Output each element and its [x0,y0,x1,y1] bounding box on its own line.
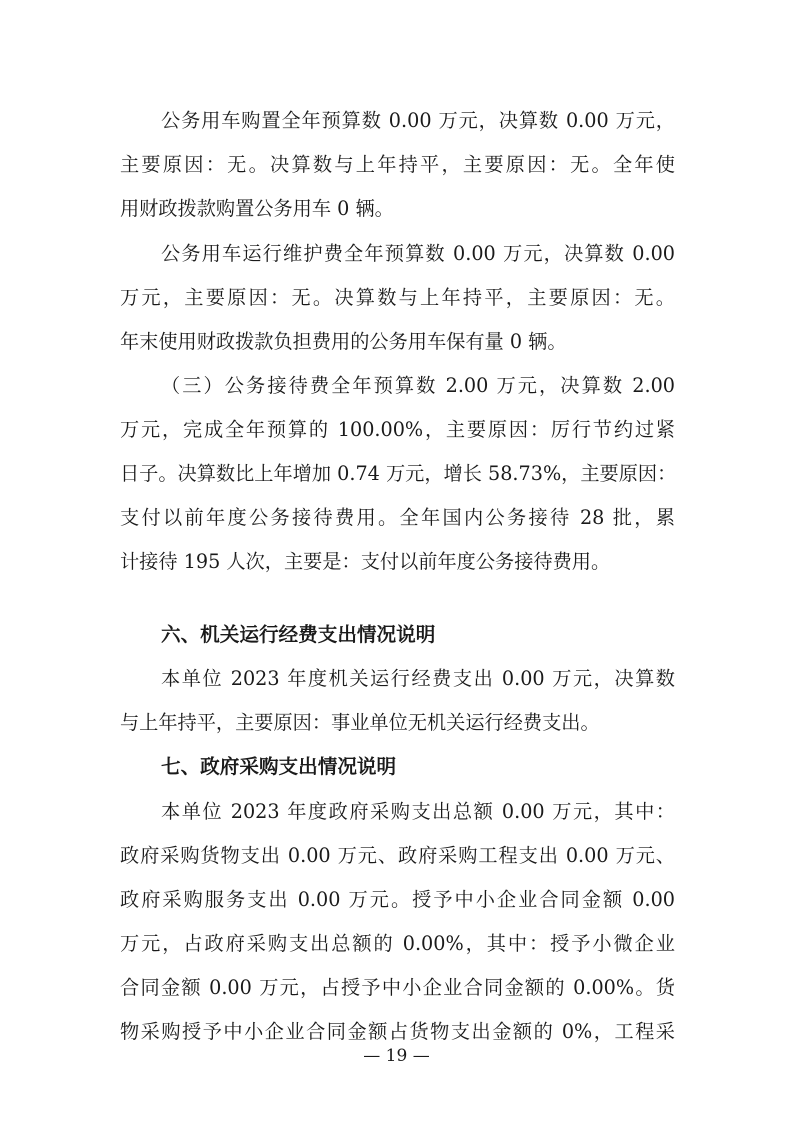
text-line: 本单位 2023 年度政府采购支出总额 0.00 万元，其中： [161,800,675,823]
text-line: 合同金额 0.00 万元，占授予中小企业合同金额的 0.00%。货 [120,976,675,999]
text-line: 年末使用财政拨款负担费用的公务用车保有量 0 辆。 [120,330,567,353]
text-line: 支付以前年度公务接待费用。全年国内公务接待 28 批，累 [120,506,675,529]
section-heading-7: 七、政府采购支出情况说明 [161,755,397,778]
text-line: 本单位 2023 年度机关运行经费支出 0.00 万元，决算数 [161,667,675,690]
text-line: 日子。决算数比上年增加 0.74 万元，增长 58.73%，主要原因： [120,462,677,485]
text-line: 万元，主要原因：无。决算数与上年持平，主要原因：无。 [120,286,675,309]
section-heading-6: 六、机关运行经费支出情况说明 [161,623,436,646]
text-line: 万元，完成全年预算的 100.00%，主要原因：厉行节约过紧 [120,418,675,441]
text-line: 万元，占政府采购支出总额的 0.00%，其中：授予小微企业 [120,932,675,955]
page-number: — 19 — [363,1046,430,1066]
text-line: （三）公务接待费全年预算数 2.00 万元，决算数 2.00 [161,374,675,397]
text-line: 政府采购服务支出 0.00 万元。授予中小企业合同金额 0.00 [120,888,675,911]
text-line: 主要原因：无。决算数与上年持平，主要原因：无。全年使 [120,153,675,176]
text-line: 与上年持平，主要原因：事业单位无机关运行经费支出。 [120,711,600,734]
text-line: 政府采购货物支出 0.00 万元、政府采购工程支出 0.00 万元、 [120,844,675,867]
text-line: 公务用车运行维护费全年预算数 0.00 万元，决算数 0.00 [161,242,675,265]
text-line: 公务用车购置全年预算数 0.00 万元，决算数 0.00 万元， [161,109,675,132]
text-line: 用财政拨款购置公务用车 0 辆。 [120,197,394,220]
text-line: 物采购授予中小企业合同金额占货物支出金额的 0%，工程采 [120,1020,675,1043]
text-line: 计接待 195 人次，主要是：支付以前年度公务接待费用。 [120,550,611,573]
